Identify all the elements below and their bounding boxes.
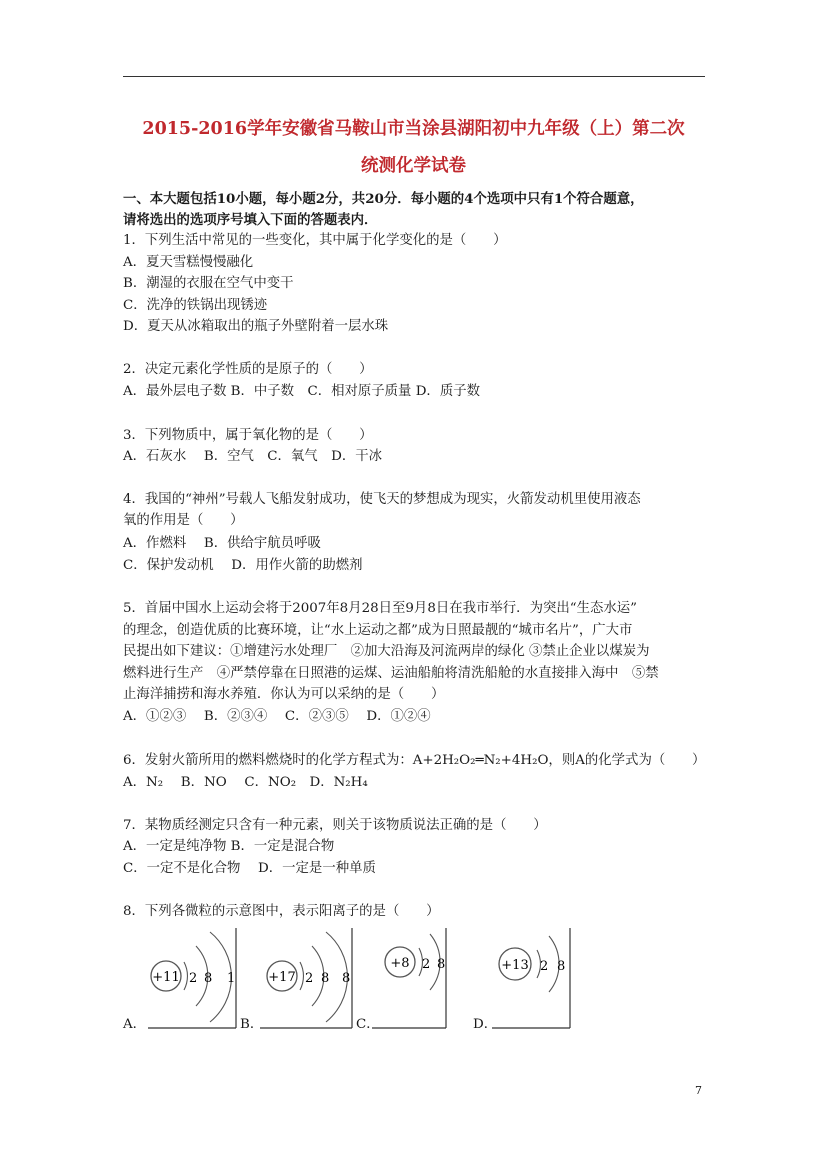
q5-line2: 的理念，创造优质的比赛环境，让“水上运动之都”成为日照最靓的“城市名片”，广大市 <box>123 623 633 638</box>
shell-count-1: 2 <box>540 959 549 974</box>
q3-options: A．石灰水 B．空气 C．氧气 D．干冰 <box>123 449 382 464</box>
shell-count-2: 8 <box>557 959 566 974</box>
q6-options: A．N₂ B．NO C．NO₂ D．N₂H₄ <box>123 775 368 790</box>
q4-stem-line2: 氧的作用是（ ） <box>123 513 244 528</box>
q3-stem: 3．下列物质中，属于氧化物的是（ ） <box>123 428 373 443</box>
section-header-line1: 一、本大题包括10小题，每小题2分，共20分．每小题的4个选项中只有1个符合题意， <box>123 191 644 207</box>
q7-stem: 7．某物质经测定只含有一种元素，则关于该物质说法正确的是（ ） <box>123 818 547 833</box>
q1-option-c: C．洗净的铁锅出现锈迹 <box>123 298 268 313</box>
exam-title-line1: 2015-2016学年安徽省马鞍山市当涂县湖阳初中九年级（上）第二次 <box>142 119 685 139</box>
nucleus-charge: +8 <box>390 956 410 971</box>
q7-options-cd: C．一定不是化合物 D．一定是一种单质 <box>123 861 376 876</box>
q8-stem: 8．下列各微粒的示意图中，表示阳离子的是（ ） <box>123 904 440 919</box>
q7-options-ab: A．一定是纯净物 B．一定是混合物 <box>123 839 335 854</box>
q8-label-a: A． <box>123 1017 147 1032</box>
q1-option-b: B．潮湿的衣服在空气中变干 <box>123 276 294 291</box>
shell-count-1: 2 <box>305 971 314 986</box>
shell-count-2: 8 <box>204 971 213 986</box>
nucleus-charge: +17 <box>268 970 296 985</box>
q2-stem: 2．决定元素化学性质的是原子的（ ） <box>123 362 373 377</box>
q5-line5: 止海洋捕捞和海水养殖．你认为可以采纳的是（ ） <box>123 687 445 702</box>
q1-option-a: A．夏天雪糕慢慢融化 <box>123 255 254 270</box>
shell-count-1: 2 <box>422 957 431 972</box>
electron-shell-1 <box>300 962 303 990</box>
shell-count-2: 8 <box>437 957 446 972</box>
q4-stem-line1: 4．我国的“神州”号载人飞船发射成功，使飞天的梦想成为现实，火箭发动机里使用液态 <box>123 492 641 507</box>
header-rule <box>123 76 705 77</box>
nucleus-charge: +11 <box>152 970 180 985</box>
q4-options-ab: A．作燃料 B．供给宇航员呼吸 <box>123 536 321 551</box>
atom-diagram-b <box>254 926 354 1030</box>
atom-diagram-a <box>140 926 240 1030</box>
q5-line4: 燃料进行生产 ④严禁停靠在日照港的运煤、运油船舶将清洗船舱的水直接排入海中 ⑤禁 <box>123 666 659 681</box>
q5-line3: 民提出如下建议：①增建污水处理厂 ②加大沿海及河流两岸的绿化 ③禁止企业以煤炭为 <box>123 644 650 659</box>
q8-label-b: B． <box>240 1017 264 1032</box>
shell-count-2: 8 <box>321 971 330 986</box>
q8-label-d: D． <box>473 1017 498 1032</box>
page-number: 7 <box>695 1084 702 1097</box>
atom-diagram-d <box>488 926 574 1030</box>
q8-label-c: C． <box>356 1017 380 1032</box>
shell-count-3: 1 <box>227 971 236 986</box>
nucleus-charge: +13 <box>501 958 529 973</box>
exam-title-line2: 统测化学试卷 <box>361 156 466 176</box>
q1-option-d: D．夏天从冰箱取出的瓶子外壁附着一层水珠 <box>123 319 389 334</box>
q5-line1: 5．首届中国水上运动会将于2007年8月28日至9月8日在我市举行．为突出“生态水运” <box>123 601 637 616</box>
shell-count-1: 2 <box>189 971 198 986</box>
shell-count-3: 8 <box>342 971 351 986</box>
q4-options-cd: C．保护发动机 D．用作火箭的助燃剂 <box>123 558 363 573</box>
q5-options: A．①②③ B．②③④ C．②③⑤ D．①②④ <box>123 709 431 724</box>
q1-stem: 1．下列生活中常见的一些变化，其中属于化学变化的是（ ） <box>123 233 507 248</box>
atom-diagram-c <box>370 926 450 1030</box>
section-header-line2: 请将选出的选项序号填入下面的答题表内． <box>123 212 378 228</box>
electron-shell-1 <box>184 962 187 990</box>
q2-options: A．最外层电子数 B．中子数 C．相对原子质量 D．质子数 <box>123 384 480 399</box>
q6-stem: 6．发射火箭所用的燃料燃烧时的化学方程式为：A+2H₂O₂═N₂+4H₂O，则A的化学式为（ ） <box>123 753 706 768</box>
